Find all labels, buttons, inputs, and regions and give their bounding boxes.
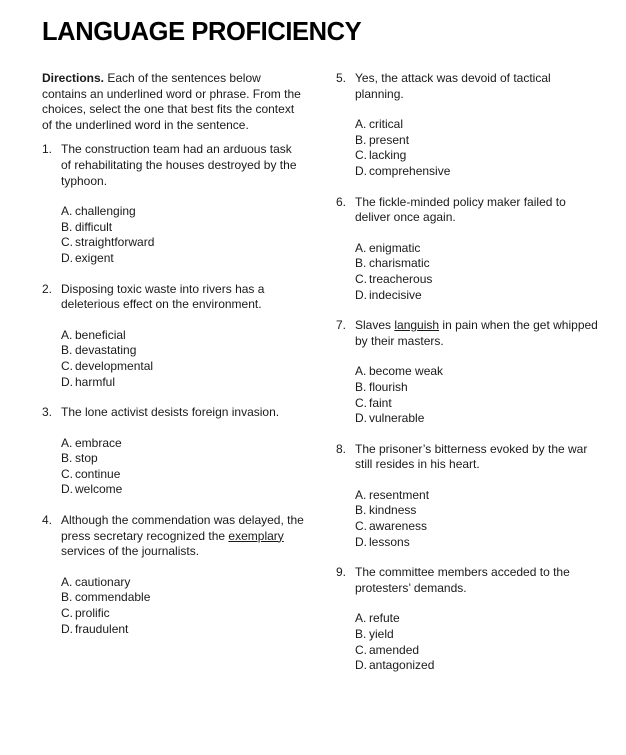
question-number: 3. [42,405,53,420]
choice-c [61,467,304,483]
choice-a [61,575,304,591]
choice-text: awareness [369,519,428,534]
choice-d [355,288,598,304]
choice-text: difficult [75,219,113,234]
choice-letter: A. [355,487,367,502]
question-3 [42,405,304,498]
choice-b [355,380,598,396]
question-2 [42,282,304,391]
question-text: The prisoner’s bitterness evoked by the war still resides in his heart. [355,441,588,472]
choice-letter: B. [61,343,73,358]
choice-letter: D. [61,482,73,497]
question-5 [336,71,598,180]
directions-text: Each of the sentences below contains an underlined word or phrase. From the choices, select the one that best fits the context of the underlined word in the sentence. [42,71,301,132]
choice-letter: A. [355,240,367,255]
choice-a [61,204,304,220]
choice-list [42,204,304,266]
choice-letter: B. [61,219,73,234]
choice-text: welcome [75,482,123,497]
choice-letter: A. [355,611,367,626]
choice-d [61,251,304,267]
choice-text: fraudulent [75,621,129,636]
choice-letter: B. [355,627,367,642]
question-number: 1. [42,142,53,157]
choice-list [336,117,598,179]
question-text: Disposing toxic waste into rivers has a deleterious effect on the environment. [61,281,265,312]
question-stem [42,405,304,421]
choice-d [355,535,598,551]
question-4 [42,513,304,637]
choice-text: resentment [369,487,430,502]
choice-text: antagonized [369,658,435,673]
question-7 [336,318,598,427]
choice-d [355,658,598,674]
choice-c [355,148,598,164]
question-1 [42,142,304,266]
choice-a [61,436,304,452]
left-column [42,71,304,652]
directions [42,71,304,133]
choice-c [355,643,598,659]
choice-letter: B. [355,379,367,394]
choice-letter: A. [61,435,73,450]
choice-text: devastating [75,343,137,358]
question-stem [42,513,304,560]
choice-letter: C. [61,358,73,373]
choice-text: cautionary [75,574,131,589]
question-number: 2. [42,281,53,296]
choice-text: developmental [75,358,154,373]
choice-b [355,627,598,643]
question-number: 4. [42,513,53,528]
choice-c [61,606,304,622]
right-column [336,71,598,689]
choice-letter: C. [355,395,367,410]
question-text-end: in pain when the get whipped by their masters. [355,318,598,348]
underlined-word: exemplary [228,528,284,543]
choice-d [355,411,598,427]
choice-text: faint [369,395,392,410]
choice-text: refute [369,611,400,626]
choice-letter: A. [61,327,73,342]
choice-b [61,590,304,606]
question-stem [42,282,304,313]
choice-text: vulnerable [369,411,425,426]
choice-text: indecisive [369,287,422,302]
choice-letter: D. [61,374,73,389]
question-number: 5. [336,71,347,85]
question-number: 7. [336,318,347,333]
choice-list [42,436,304,498]
choice-letter: B. [355,503,367,518]
question-text: Yes, the attack was devoid of tactical planning. [355,71,551,101]
choice-letter: D. [355,163,367,178]
choice-text: embrace [75,435,122,450]
choice-c [61,359,304,375]
choice-a [355,364,598,380]
choice-text: yield [369,627,394,642]
choice-letter: D. [355,287,367,302]
choice-text: beneficial [75,327,126,342]
choice-letter: C. [355,148,367,163]
question-stem [336,442,598,473]
choice-letter: D. [61,250,73,265]
choice-letter: A. [355,117,367,132]
choice-d [61,375,304,391]
choice-list [42,575,304,637]
choice-list [336,241,598,303]
choice-a [355,241,598,257]
choice-c [355,519,598,535]
question-text: Slaves [355,318,395,333]
question-text: The fickle-minded policy maker failed to deliver once again. [355,194,566,225]
question-text: The committee members acceded to the protesters’ demands. [355,565,570,595]
choice-text: amended [369,642,420,657]
choice-text: become weak [369,364,444,379]
choice-b [355,256,598,272]
choice-letter: A. [61,204,73,219]
question-number: 8. [336,441,347,456]
choice-letter: B. [355,132,367,147]
choice-text: lessons [369,534,410,549]
choice-b [355,503,598,519]
choice-list [336,488,598,550]
choice-letter: B. [355,256,367,271]
choice-a [355,611,598,627]
choice-text: present [369,132,410,147]
choice-text: treacherous [369,271,433,286]
choice-a [355,117,598,133]
choice-list [336,364,598,426]
question-9 [336,565,598,674]
underlined-word: languish [394,318,440,333]
question-stem [336,318,598,349]
choice-letter: B. [61,451,73,466]
choice-text: commendable [75,590,151,605]
choice-letter: A. [355,364,367,379]
choice-c [61,235,304,251]
choice-text: harmful [75,374,116,389]
choice-text: flourish [369,379,408,394]
question-number: 9. [336,565,347,580]
directions-label: Directions. [42,71,105,85]
choice-d [61,482,304,498]
question-8 [336,442,598,551]
choice-text: enigmatic [369,240,421,255]
choice-text: comprehensive [369,163,451,178]
choice-text: charismatic [369,256,430,271]
question-text: Although the commendation was delayed, the press secretary recognized the [61,513,304,543]
choice-letter: C. [61,466,73,481]
choice-letter: C. [61,235,73,250]
choice-letter: C. [355,271,367,286]
choice-letter: D. [355,658,367,673]
choice-text: straightforward [75,235,155,250]
choice-letter: C. [355,642,367,657]
choice-b [355,133,598,149]
choice-letter: A. [61,574,73,589]
question-text-end: services of the journalists. [61,544,200,559]
choice-d [61,622,304,638]
choice-text: critical [369,117,404,132]
page-title: LANGUAGE PROFICIENCY [42,18,362,46]
choice-list [336,611,598,673]
question-text: The construction team had an arduous task of rehabilitating the houses destroyed by the typhoon. [61,142,297,188]
choice-c [355,272,598,288]
choice-text: kindness [369,503,417,518]
choice-b [61,220,304,236]
choice-letter: D. [355,534,367,549]
question-number: 6. [336,194,347,209]
choice-text: continue [75,466,121,481]
question-stem [336,565,598,596]
choice-letter: D. [355,411,367,426]
choice-b [61,343,304,359]
choice-text: stop [75,451,98,466]
question-text: The lone activist desists foreign invasion. [61,405,280,420]
choice-list [42,328,304,390]
question-stem [336,71,598,102]
choice-d [355,164,598,180]
choice-c [355,396,598,412]
question-6 [336,195,598,304]
choice-a [61,328,304,344]
choice-text: lacking [369,148,407,163]
choice-text: prolific [75,606,110,621]
choice-letter: C. [355,519,367,534]
choice-text: challenging [75,204,136,219]
choice-letter: B. [61,590,73,605]
question-stem [42,142,304,189]
choice-text: exigent [75,250,114,265]
choice-letter: D. [61,621,73,636]
choice-letter: C. [61,606,73,621]
choice-a [355,488,598,504]
choice-b [61,451,304,467]
question-stem [336,195,598,226]
